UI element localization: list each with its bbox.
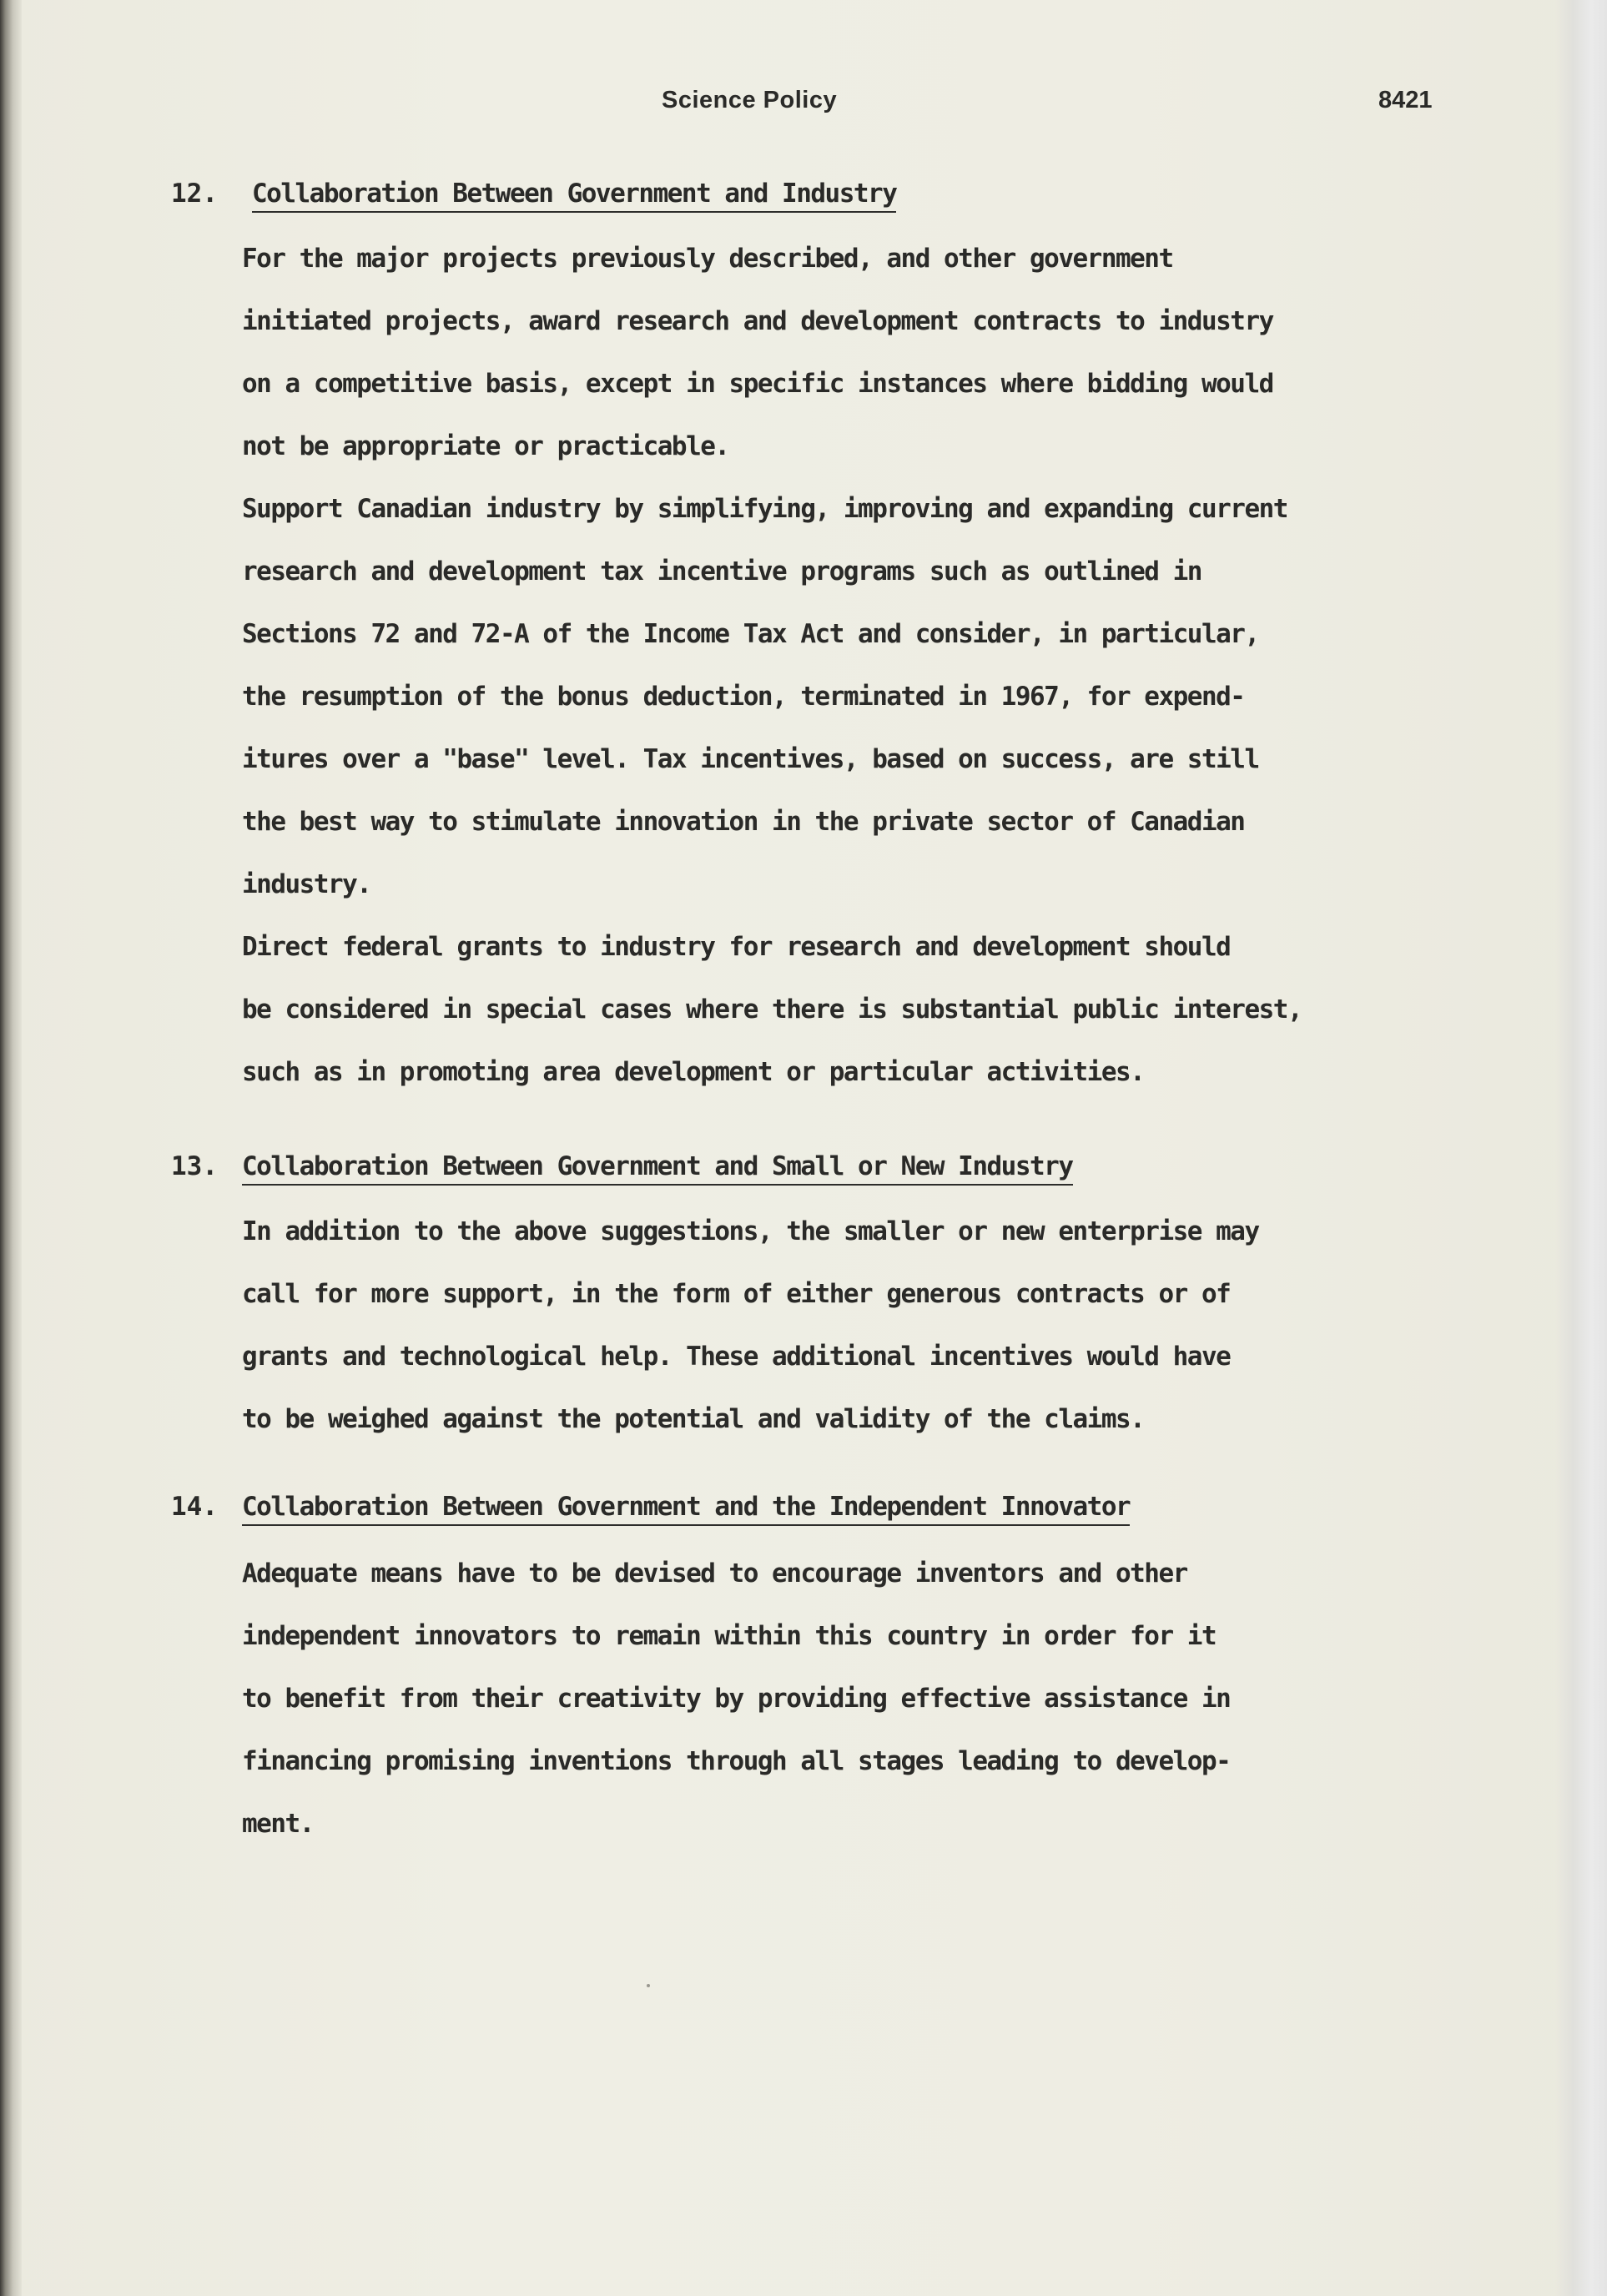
paragraph bbox=[242, 492, 1427, 930]
section-heading: Collaboration Between Government and Industry bbox=[252, 179, 896, 213]
text-line: call for more support, in the form of either generous contracts or of bbox=[242, 1279, 1231, 1309]
text-line: ment. bbox=[242, 1809, 314, 1839]
running-header bbox=[0, 87, 1607, 120]
running-title: Science Policy bbox=[662, 87, 838, 113]
section-number: 13. bbox=[171, 1151, 218, 1181]
text-line: the resumption of the bonus deduction, terminated in 1967, for expend- bbox=[242, 682, 1245, 712]
paper-speck bbox=[647, 1984, 650, 1987]
text-line: be considered in special cases where there is substantial public interest, bbox=[242, 994, 1302, 1025]
text-line: In addition to the above suggestions, the smaller or new enterprise may bbox=[242, 1216, 1259, 1246]
section-heading: Collaboration Between Government and the Independent Innovator bbox=[242, 1492, 1130, 1526]
text-line: Adequate means have to be devised to encourage inventors and other bbox=[242, 1558, 1187, 1589]
section-number: 14. bbox=[171, 1492, 218, 1522]
text-line: itures over a "base" level. Tax incentives, based on success, are still bbox=[242, 744, 1259, 774]
text-line: the best way to stimulate innovation in the private sector of Canadian bbox=[242, 807, 1245, 837]
text-line: Direct federal grants to industry for research and development should bbox=[242, 932, 1231, 962]
paragraph bbox=[242, 1215, 1427, 1465]
text-line: independent innovators to remain within this country in order for it bbox=[242, 1621, 1217, 1651]
section-heading: Collaboration Between Government and Small or New Industry bbox=[242, 1151, 1073, 1186]
paragraph bbox=[242, 1557, 1427, 1870]
text-line: to benefit from their creativity by providing effective assistance in bbox=[242, 1684, 1231, 1714]
text-line: Support Canadian industry by simplifying, improving and expanding current bbox=[242, 494, 1287, 524]
page-number: 8421 bbox=[1378, 87, 1433, 113]
text-line: not be appropriate or practicable. bbox=[242, 431, 729, 461]
text-line: on a competitive basis, except in specific instances where bidding would bbox=[242, 369, 1273, 399]
paragraph bbox=[242, 242, 1427, 492]
binding-edge bbox=[0, 0, 22, 2296]
text-line: financing promising inventions through all stages leading to develop- bbox=[242, 1746, 1231, 1776]
text-line: to be weighed against the potential and validity of the claims. bbox=[242, 1404, 1145, 1434]
text-line: such as in promoting area development or particular activities. bbox=[242, 1057, 1145, 1087]
text-line: grants and technological help. These additional incentives would have bbox=[242, 1342, 1231, 1372]
text-line: research and development tax incentive programs such as outlined in bbox=[242, 556, 1201, 587]
section-number: 12. bbox=[171, 179, 218, 209]
text-line: initiated projects, award research and development contracts to industry bbox=[242, 306, 1273, 336]
text-line: industry. bbox=[242, 869, 371, 899]
paragraph bbox=[242, 930, 1427, 1118]
text-line: Sections 72 and 72-A of the Income Tax Act and consider, in particular, bbox=[242, 619, 1259, 649]
text-line: For the major projects previously described, and other government bbox=[242, 244, 1173, 274]
page-fold-shadow bbox=[1555, 0, 1607, 2296]
